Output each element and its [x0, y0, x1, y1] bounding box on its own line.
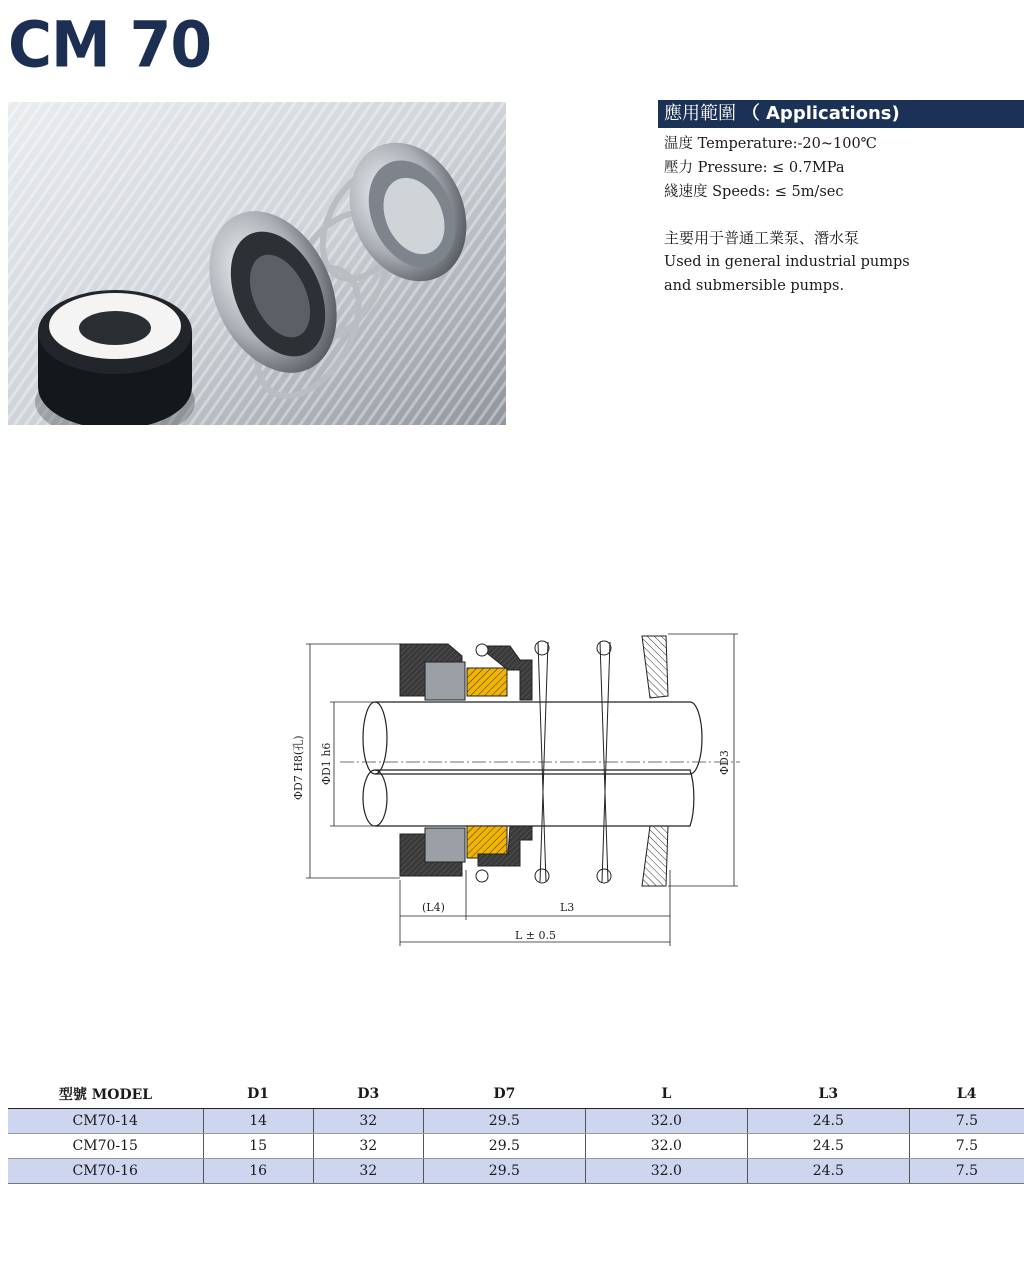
header-l3: L3: [747, 1080, 909, 1109]
cell-d7: 29.5: [423, 1109, 585, 1134]
cell-l4: 7.5: [909, 1159, 1024, 1184]
table-header-row: [8, 1080, 1024, 1109]
cell-d3: 32: [313, 1109, 423, 1134]
cell-d7: 29.5: [423, 1134, 585, 1159]
header-d7: D7: [423, 1080, 585, 1109]
spec-temperature: 温度 Temperature:-20~100℃: [664, 136, 877, 152]
spec-speed: 綫速度 Speeds: ≤ 5m/sec: [664, 184, 844, 200]
seal-bottom-section: [400, 826, 668, 886]
shaft-icon: [363, 702, 702, 826]
usage-en-line-1: Used in general industrial pumps: [664, 254, 910, 270]
cell-model: CM70-15: [8, 1134, 203, 1159]
applications-header-en: （ Applications): [741, 103, 900, 124]
cell-l3: 24.5: [747, 1159, 909, 1184]
cell-d1: 15: [203, 1134, 313, 1159]
usage-cn: 主要用于普通工業泵、潛水泵: [664, 229, 860, 247]
applications-header-cn: 應用範圍: [664, 103, 736, 124]
label-d7: ΦD7 H8(孔): [292, 735, 305, 800]
seal-top-section: [400, 636, 668, 700]
table-row: [8, 1109, 1024, 1134]
cell-d3: 32: [313, 1159, 423, 1184]
applications-header: [658, 100, 1024, 128]
header-model: 型號 MODEL: [8, 1080, 203, 1109]
label-d3: ΦD3: [718, 750, 731, 775]
header-l: L: [585, 1080, 747, 1109]
usage-en-line-2: and submersible pumps.: [664, 278, 845, 294]
cell-d1: 16: [203, 1159, 313, 1184]
label-l: L ± 0.5: [515, 929, 557, 942]
label-d1: ΦD1 h6: [320, 742, 333, 785]
label-l4: (L4): [422, 901, 445, 914]
cell-model: CM70-14: [8, 1109, 203, 1134]
cell-l4: 7.5: [909, 1134, 1024, 1159]
cell-model: CM70-16: [8, 1159, 203, 1184]
cell-l3: 24.5: [747, 1134, 909, 1159]
cell-l3: 24.5: [747, 1109, 909, 1134]
table-row: [8, 1159, 1024, 1184]
cell-l4: 7.5: [909, 1109, 1024, 1134]
cell-d7: 29.5: [423, 1159, 585, 1184]
label-l3: L3: [560, 901, 575, 914]
header-d3: D3: [313, 1080, 423, 1109]
header-l4: L4: [909, 1080, 1024, 1109]
spec-pressure: 壓力 Pressure: ≤ 0.7MPa: [664, 160, 845, 176]
page-title: CM 70: [8, 8, 212, 83]
table-row: [8, 1134, 1024, 1159]
header-d1: D1: [203, 1080, 313, 1109]
applications-panel: [658, 100, 1024, 298]
spec-table: [8, 1080, 1024, 1184]
seat-ring-icon: [35, 290, 195, 425]
cell-l: 32.0: [585, 1134, 747, 1159]
cell-d3: 32: [313, 1134, 423, 1159]
cell-d1: 14: [203, 1109, 313, 1134]
cell-l: 32.0: [585, 1109, 747, 1134]
cell-l: 32.0: [585, 1159, 747, 1184]
technical-drawing: [270, 620, 790, 960]
product-photo: [8, 102, 506, 425]
